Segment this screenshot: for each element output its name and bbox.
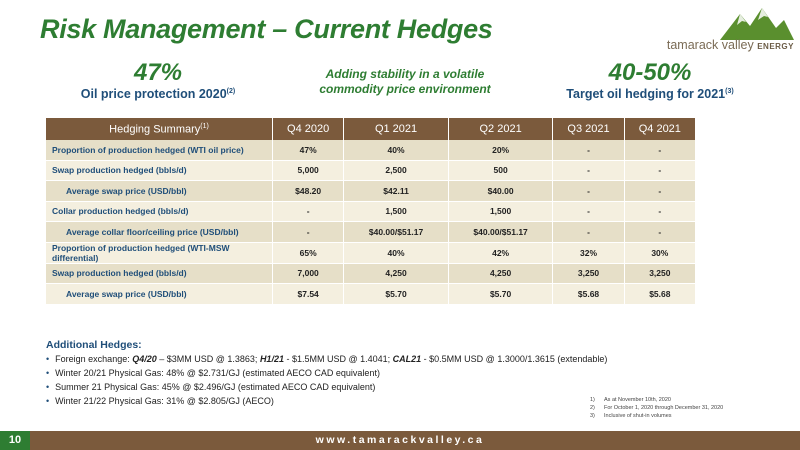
page-number: 10 [0,431,30,450]
list-item-text: Winter 21/22 Physical Gas: 31% @ $2.805/GJ (AECO) [55,396,274,406]
footnote-text: As at November 10th, 2020 [604,397,671,403]
row-label: Average swap price (USD/bbl) [46,284,273,305]
row-label: Average collar floor/ceiling price (USD/bbl) [46,222,273,243]
column-header: Q2 2021 [448,118,553,140]
table-row [46,222,696,243]
company-logo [662,6,794,52]
column-header: Q4 2020 [273,118,344,140]
table-cell: $5.70 [344,284,449,305]
tagline-line2: commodity price environment [319,82,491,96]
fx-prefix: Foreign exchange: [55,354,133,364]
kpi-label-text: Oil price protection 2020 [80,87,227,102]
fx-period: H1/21 [259,354,284,364]
table-header-label [46,118,273,140]
row-label: Proportion of production hedged (WTI-MSW differential) [46,242,273,263]
table-cell: 3,250 [553,263,624,284]
table-cell: - [273,201,344,222]
table-cell: - [624,222,695,243]
table-cell: - [553,201,624,222]
table-cell: - [553,222,624,243]
column-header: Q1 2021 [344,118,449,140]
column-header: Q3 2021 [553,118,624,140]
table-cell: - [624,160,695,181]
table-cell: $42.11 [344,181,449,202]
logo-wordmark [662,38,794,52]
table-cell: $40.00/$51.17 [344,222,449,243]
bullet-icon: • [46,354,50,364]
fx-text: - $0.5MM USD @ 1.3000/1.3615 (extendable) [421,354,608,364]
table-row [46,140,696,160]
kpi-value: 47% [133,59,183,86]
additional-hedges-title: Additional Hedges: [46,339,142,351]
table-cell: 30% [624,242,695,263]
logo-suffix: ENERGY [757,42,794,51]
table-cell: 4,250 [448,263,553,284]
table-cell: 40% [344,242,449,263]
kpi-label [78,85,238,101]
mountain-logo-icon [720,6,794,40]
header-label-text: Hedging Summary [109,123,201,136]
table-cell: 42% [448,242,553,263]
logo-text: tamarack valley [666,38,754,52]
list-item [46,352,607,366]
target-hedging-kpi [560,61,740,101]
footnote [590,404,723,412]
tagline-line1: Adding stability in a volatile [325,67,485,81]
fx-period: Q4/20 [132,354,157,364]
kpi-footnote: (2) [226,88,236,95]
table-row [46,160,696,181]
table-cell: 65% [273,242,344,263]
table-cell: 1,500 [344,201,449,222]
footnote [590,412,723,420]
table-cell: - [553,181,624,202]
footnote-number: 3) [590,413,595,419]
list-item [46,380,607,394]
table-cell: 500 [448,160,553,181]
kpi-label-text: Target oil hedging for 2021 [566,87,726,102]
table-cell: $48.20 [273,181,344,202]
table-cell: 1,500 [448,201,553,222]
table-row [46,181,696,202]
footer-bar [0,431,800,450]
table-cell: 32% [553,242,624,263]
row-label: Proportion of production hedged (WTI oil price) [46,140,273,160]
table-cell: 4,250 [344,263,449,284]
website-url[interactable]: www.tamarackvalley.ca [315,434,485,446]
kpi-footnote: (3) [725,88,734,95]
list-item-text: Winter 20/21 Physical Gas: 48% @ $2.731/GJ (estimated AECO CAD equivalent) [55,368,380,378]
table-cell: 7,000 [273,263,344,284]
table-cell: 20% [448,140,553,160]
header-footnote: (1) [200,122,209,130]
table-cell: - [273,222,344,243]
row-label: Swap production hedged (bbls/d) [46,263,273,284]
column-header: Q4 2021 [624,118,695,140]
table-row [46,201,696,222]
tagline [290,67,520,97]
bullet-icon: • [46,368,50,378]
footnote-text: Inclusive of shut-in volumes [604,413,672,419]
footnote-number: 1) [590,397,595,403]
table-row [46,263,696,284]
table-cell: $5.68 [553,284,624,305]
kpi-label [560,85,740,101]
table-cell: $40.00/$51.17 [448,222,553,243]
table-cell: 5,000 [273,160,344,181]
additional-hedges-list [46,352,607,408]
kpi-value: 40-50% [608,59,692,86]
bullet-icon: • [46,382,50,392]
footnote-text: For October 1, 2020 through December 31, 2020 [604,405,724,411]
table-cell: - [553,140,624,160]
bullet-icon: • [46,396,50,406]
footnotes [590,396,723,420]
row-label: Collar production hedged (bbls/d) [46,201,273,222]
table-cell: $40.00 [448,181,553,202]
page-title: Risk Management – Current Hedges [40,14,493,44]
row-label: Swap production hedged (bbls/d) [46,160,273,181]
fx-text: - $1.5MM USD @ 1.4041; [283,354,393,364]
table-row [46,284,696,305]
table-cell: - [553,160,624,181]
table-header-row [46,118,696,140]
hedging-summary-table [46,118,696,305]
table-row [46,242,696,263]
list-item [46,366,607,380]
table-cell: - [624,181,695,202]
table-cell: 40% [344,140,449,160]
footnote-number: 2) [590,405,595,411]
footnote [590,396,723,404]
row-label: Average swap price (USD/bbl) [46,181,273,202]
table-cell: 3,250 [624,263,695,284]
table-cell: $7.54 [273,284,344,305]
table-cell: $5.70 [448,284,553,305]
list-item-text: Summer 21 Physical Gas: 45% @ $2.496/GJ (estimated AECO CAD equivalent) [55,382,376,392]
table-cell: 47% [273,140,344,160]
list-item [46,394,607,408]
table-cell: - [624,140,695,160]
table-cell: 2,500 [344,160,449,181]
fx-text: – $3MM USD @ 1.3863; [156,354,260,364]
table-cell: - [624,201,695,222]
oil-protection-kpi [78,61,238,101]
fx-period: CAL21 [392,354,422,364]
table-cell: $5.68 [624,284,695,305]
